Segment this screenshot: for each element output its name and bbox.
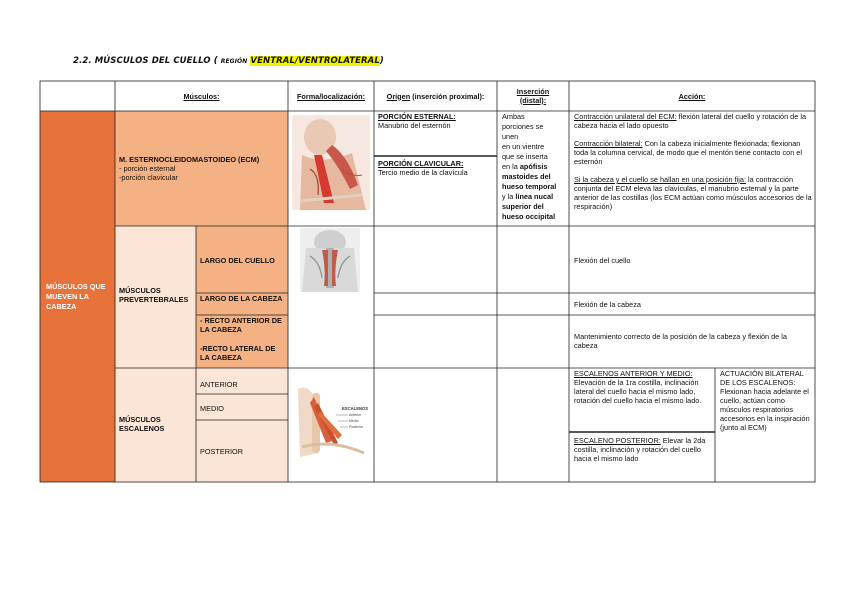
esc-fig-l3: Posterior: [349, 425, 364, 429]
prevert-a3: Mantenimiento correcto de la posición de la cabeza y flexión de la cabeza: [574, 332, 787, 350]
esc-accion-anterior: [574, 369, 712, 431]
ecm-origin-esternal-title: PORCIÓN ESTERNAL:: [378, 112, 456, 121]
header-forma: [288, 81, 374, 111]
ecm-accion-p2-u: Contracción bilateral:: [574, 139, 643, 148]
esc-m3: POSTERIOR: [200, 447, 243, 456]
ecm-origin-clavicular-text: Tercio medio de la clavícula: [378, 168, 468, 177]
section-number: 2.2.: [73, 56, 92, 66]
esc-fig-l1: Anterior: [349, 413, 362, 417]
header-origen: [374, 81, 497, 111]
ecm-origin-esternal: [378, 112, 496, 152]
ecm-ins-l2: porciones se: [502, 122, 544, 131]
header-forma-text: Forma/localización:: [296, 91, 366, 101]
section-title: [73, 56, 384, 66]
ecm-accion-p3-u: Si la cabeza y el cuello se hallan en una posición fija:: [574, 175, 746, 184]
ecm-accion-p3-text: la contracción conjunta del ECM eleva las clavículas, el manubrio esternal y la parte anterior de las costillas (los ECM actúan como músculos accesorios de la respiración): [574, 175, 812, 211]
ecm-accion-p1-u: Contracción unilateral del ECM:: [574, 112, 677, 121]
header-insercion: [497, 81, 569, 111]
escalenos-illustration: [292, 383, 372, 463]
prevert-group: MÚSCULOS PREVERTEBRALES: [119, 286, 189, 304]
prevert-m3b: -RECTO LATERAL DE LA CABEZA: [200, 344, 276, 362]
region-word: REGIÓN: [220, 58, 248, 65]
prevert-m2: LARGO DE LA CABEZA: [200, 294, 283, 303]
ecm-ins-l7: mastoides del: [502, 172, 551, 181]
ecm-accion: [574, 112, 812, 226]
paren-open: (: [213, 56, 221, 66]
ecm-origin-clavicular-title: PORCIÓN CLAVICULAR:: [378, 159, 464, 168]
ecm-origin-clavicular: [378, 159, 496, 189]
ecm-ins-l6a: en la: [502, 162, 520, 171]
esc-accion-bilateral: ACTUACIÓN BILATERAL DE LOS ESCALENOS: Flexionan hacia adelante el cuello, actúan como músculos respiratorios accesorios en la inspiración (junto al ECM): [720, 369, 810, 432]
paren-close: ): [379, 56, 384, 66]
ecm-accion-p3: [574, 175, 812, 211]
ecm-accion-p1: [574, 112, 812, 130]
region-highlight: VENTRAL/VENTROLATERAL: [250, 56, 380, 66]
header-musculos-text: Músculos:: [183, 91, 220, 101]
ecm-name-text: M. ESTERNOCLEIDOMASTOIDEO (ECM): [119, 155, 260, 164]
prevert-a1: Flexión del cuello: [574, 256, 631, 265]
ecm-illustration: [292, 115, 370, 210]
ecm-accion-p2-text: Con la cabeza inicialmente flexionada; flexionan toda la columna cervical, de modo que el mentón tiene contacto con el esternón: [574, 139, 802, 166]
ecm-ins-l1: Ambas: [502, 112, 525, 121]
ecm-ins-l10: superior del: [502, 202, 544, 211]
ecm-ins-l6b: apófisis: [519, 162, 548, 171]
header-insercion-text: Inserción (distal):: [516, 87, 550, 105]
esc-accion-anterior-u: ESCALENOS ANTERIOR Y MEDIO:: [574, 369, 693, 378]
header-origen-u: Origen: [386, 91, 411, 101]
esc-accion-posterior: [574, 436, 712, 480]
esc-accion-posterior-text: Elevar la 2da costilla, inclinación y rotación del cuello hacia el mismo lado: [574, 436, 706, 463]
esc-fig-label: ESCALENOS: [342, 406, 369, 411]
esc-m1: ANTERIOR: [200, 380, 238, 389]
esc-group: MÚSCULOS ESCALENOS: [119, 415, 165, 433]
esc-accion-posterior-u: ESCALENO POSTERIOR:: [574, 436, 661, 445]
ecm-ins-l5: que se inserta: [502, 152, 548, 161]
ecm-accion-p1-text: flexión lateral del cuello y rotación de la cabeza hacia el lado opuesto: [574, 112, 807, 130]
header-accion-text: Acción:: [678, 91, 706, 101]
ecm-accion-p2: [574, 139, 812, 166]
ecm-ins-l11: hueso occipital: [502, 212, 556, 221]
prevert-m3a: - RECTO ANTERIOR DE LA CABEZA: [200, 316, 282, 334]
ecm-ins-l9b: línea nucal: [515, 192, 554, 201]
ecm-ins-l3: unen: [502, 132, 519, 141]
prevert-m3: [200, 316, 286, 368]
header-origen-rest: (inserción proximal):: [410, 91, 485, 101]
esc-m2: MEDIO: [200, 404, 224, 413]
esc-fig-l2: Medio: [349, 419, 359, 423]
ecm-portion-clavicular: -porción clavicular: [119, 173, 178, 182]
section-main-title: MÚSCULOS DEL CUELLO: [94, 56, 211, 66]
header-accion: [569, 81, 815, 111]
group-label: MÚSCULOS QUE MUEVEN LA CABEZA: [46, 282, 106, 311]
ecm-portion-esternal: - porción esternal: [119, 164, 176, 173]
header-musculos: [115, 81, 288, 111]
prevert-a2: Flexión de la cabeza: [574, 300, 641, 309]
ecm-origin-esternal-text: Manubrio del esternón: [378, 121, 451, 130]
prevert-illustration: [300, 228, 360, 292]
esc-accion-anterior-text: Elevación de la 1ra costilla, inclinación lateral del cuello hacia el mismo lado, rotación del cuello hacia el mismo lado.: [574, 378, 702, 405]
ecm-name: [119, 155, 285, 195]
prevert-m1: LARGO DEL CUELLO: [200, 256, 275, 265]
ecm-ins-l4: en un vientre: [502, 142, 545, 151]
ecm-insercion: [502, 112, 568, 226]
ecm-ins-l8: hueso temporal: [502, 182, 557, 191]
ecm-ins-l9a: y la: [502, 192, 516, 201]
